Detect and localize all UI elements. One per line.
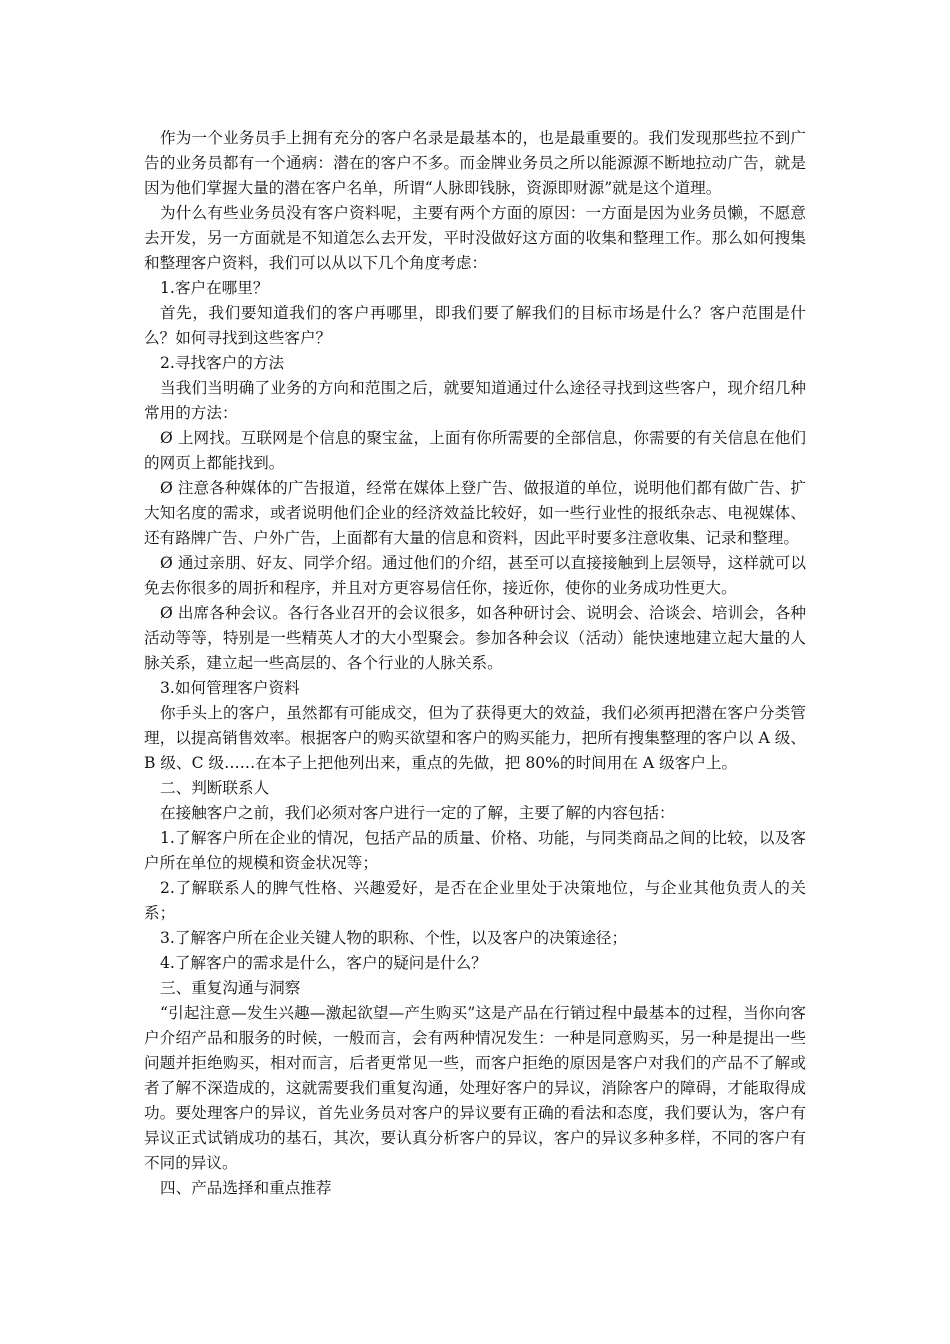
bullet-meetings: Ø 出席各种会议。各行各业召开的会议很多，如各种研讨会、说明会、洽谈会、培训会，各种活动等等，特别是一些精英人才的大小型聚会。参加各种会议（活动）能快速地建立起大量的人脉关系，建立起一些高层的、各个行业的人脉关系。 — [144, 604, 806, 672]
section-heading-product-selection: 四、产品选择和重点推荐 — [160, 1179, 332, 1197]
bullet-online-search: Ø 上网找。互联网是个信息的聚宝盆，上面有你所需要的全部信息，你需要的有关信息在他们的网页上都能找到。 — [144, 429, 806, 472]
list-item-customer-needs: 4.了解客户的需求是什么，客户的疑问是什么？ — [160, 954, 487, 972]
list-item-company-info: 1.了解客户所在企业的情况，包括产品的质量、价格、功能，与同类商品之间的比较，以及客户所在单位的规模和资金状况等； — [144, 829, 806, 872]
paragraph-communication: “引起注意—发生兴趣—激起欲望—产生购买”这是产品在行销过程中最基本的过程，当你向客户介绍产品和服务的时候，一般而言，会有两种情况发生：一种是同意购买，另一种是提出一些问题并拒绝购买，相对而言，后者更常见一些，而客户拒绝的原因是客户对我们的产品不了解或者了解不深造成的，这就需要我们重复沟通，处理好客户的异议，消除客户的障碍，才能取得成功。要处理客户的异议，首先业务员对客户的异议要有正确的看法和态度，我们要认为，客户有异议正式试销成功的基石，其次，要认真分析客户的异议，客户的异议多种多样，不同的客户有不同的异议。 — [144, 1004, 806, 1172]
heading-manage-data: 3.如何管理客户资料 — [160, 679, 300, 697]
bullet-referrals: Ø 通过亲朋、好友、同学介绍。通过他们的介绍，甚至可以直接接触到上层领导，这样就可以免去你很多的周折和程序，并且对方更容易信任你，接近你，使你的业务成功性更大。 — [144, 554, 806, 597]
heading-where-customers: 1.客户在哪里？ — [160, 279, 269, 297]
section-heading-contacts: 二、判断联系人 — [160, 779, 270, 797]
paragraph-contacts-intro: 在接触客户之前，我们必须对客户进行一定的了解，主要了解的内容包括： — [160, 804, 675, 822]
paragraph-where-customers: 首先，我们要知道我们的客户再哪里，即我们要了解我们的目标市场是什么？客户范围是什么？如何寻找到这些客户？ — [144, 304, 806, 347]
paragraph-intro-1: 作为一个业务员手上拥有充分的客户名录是最基本的，也是最重要的。我们发现那些拉不到广告的业务员都有一个通病：潜在的客户不多。而金牌业务员之所以能源源不断地拉动广告，就是因为他们掌握大量的潜在客户名单，所谓“人脉即钱脉，资源即财源”就是这个道理。 — [144, 129, 806, 197]
heading-finding-methods: 2.寻找客户的方法 — [160, 354, 285, 372]
section-heading-communication: 三、重复沟通与洞察 — [160, 979, 301, 997]
paragraph-intro-2: 为什么有些业务员没有客户资料呢，主要有两个方面的原因：一方面是因为业务员懒，不愿意去开发，另一方面就是不知道怎么去开发，平时没做好这方面的收集和整理工作。那么如何搜集和整理客户资料，我们可以从以下几个角度考虑： — [144, 204, 806, 272]
paragraph-manage-data: 你手头上的客户，虽然都有可能成交，但为了获得更大的效益，我们必须再把潜在客户分类管理，以提高销售效率。根据客户的购买欲望和客户的购买能力，把所有搜集整理的客户以 A 级、B 级、C 级……在本子上把他列出来，重点的先做，把 80%的时间用在 A 级客户上。 — [144, 704, 806, 772]
document-body — [144, 126, 806, 1201]
list-item-contact-personality: 2.了解联系人的脾气性格、兴趣爱好，是否在企业里处于决策地位，与企业其他负责人的关系； — [144, 879, 806, 922]
bullet-media-ads: Ø 注意各种媒体的广告报道，经常在媒体上登广告、做报道的单位，说明他们都有做广告、扩大知名度的需求，或者说明他们企业的经济效益比较好，如一些行业性的报纸杂志、电视媒体、还有路牌广告、户外广告，上面都有大量的信息和资料，因此平时要多注意收集、记录和整理。 — [144, 479, 806, 547]
paragraph-finding-methods: 当我们当明确了业务的方向和范围之后，就要知道通过什么途径寻找到这些客户，现介绍几种常用的方法： — [144, 379, 806, 422]
list-item-key-persons: 3.了解客户所在企业关键人物的职称、个性，以及客户的决策途径； — [160, 929, 628, 947]
